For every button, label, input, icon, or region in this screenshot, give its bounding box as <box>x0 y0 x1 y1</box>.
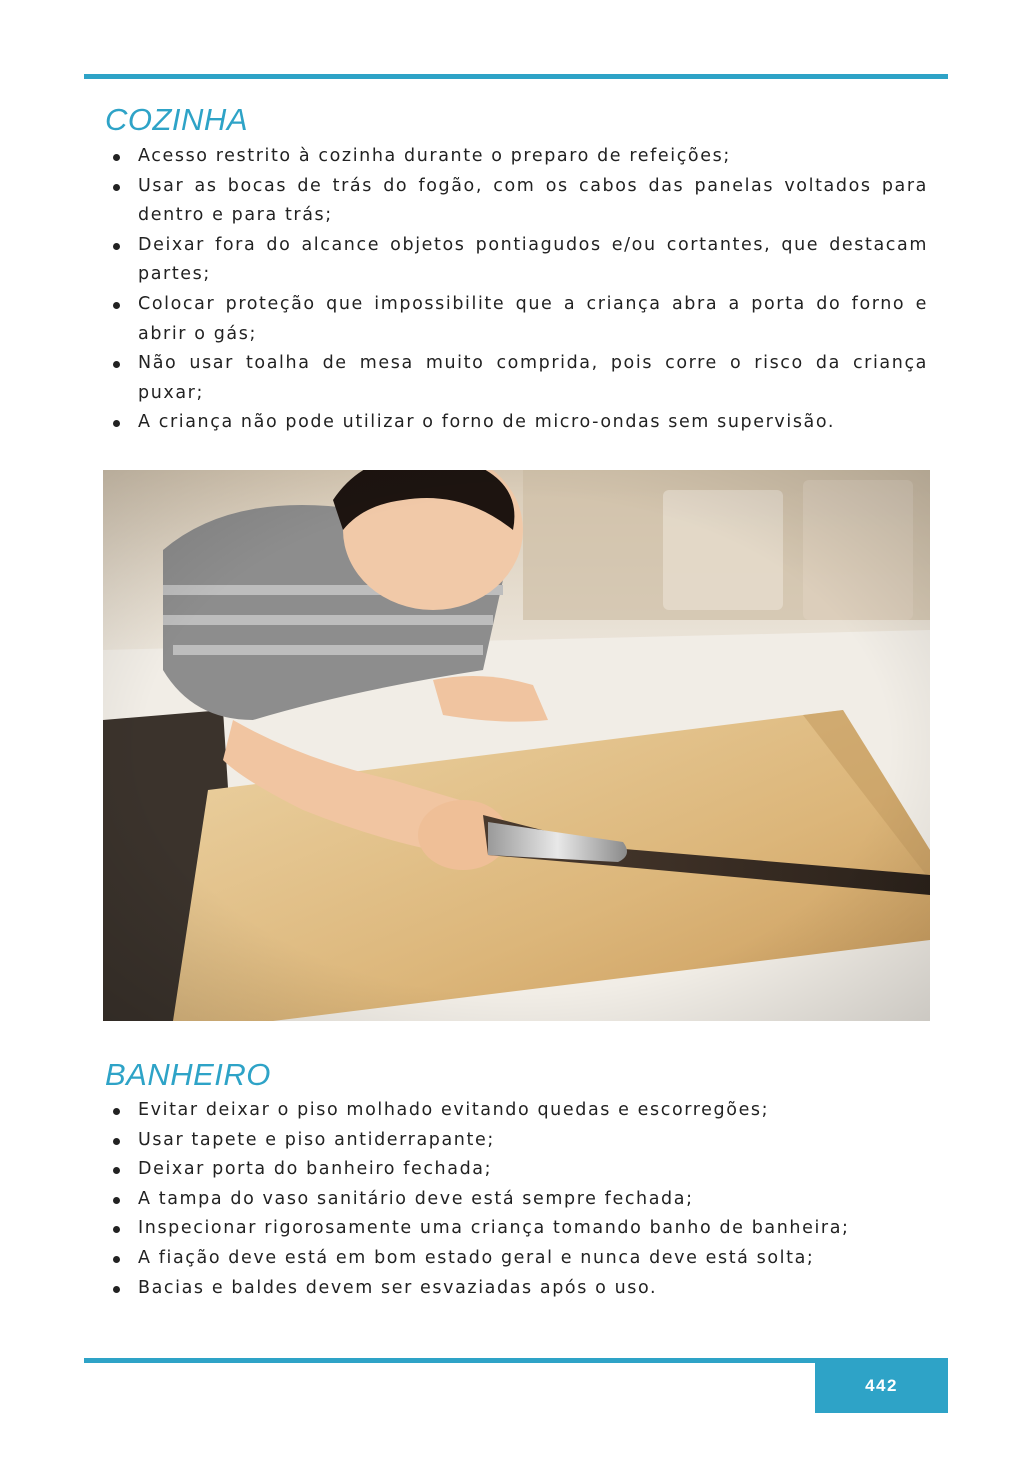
list-item: Não usar toalha de mesa muito comprida, pois corre o risco da criança puxar; <box>110 349 928 408</box>
list-item: Colocar proteção que impossibilite que a criança abra a porta do forno e abrir o gás; <box>110 290 928 349</box>
list-item: Bacias e baldes devem ser esvaziadas após o uso. <box>110 1274 928 1304</box>
list-item: A fiação deve está em bom estado geral e nunca deve está solta; <box>110 1244 928 1274</box>
banheiro-list <box>110 1096 928 1303</box>
page-number: 442 <box>815 1358 948 1413</box>
cozinha-list <box>110 142 928 438</box>
section-title-cozinha: COZINHA <box>105 102 248 137</box>
list-item: Deixar fora do alcance objetos pontiagudos e/ou cortantes, que destacam partes; <box>110 231 928 290</box>
list-item: A criança não pode utilizar o forno de micro-ondas sem supervisão. <box>110 408 928 438</box>
kitchen-photo <box>103 470 930 1021</box>
list-item: Acesso restrito à cozinha durante o preparo de refeições; <box>110 142 928 172</box>
list-item: Usar tapete e piso antiderrapante; <box>110 1126 928 1156</box>
list-item: Usar as bocas de trás do fogão, com os cabos das panelas voltados para dentro e para trás; <box>110 172 928 231</box>
list-item: Deixar porta do banheiro fechada; <box>110 1155 928 1185</box>
list-item: A tampa do vaso sanitário deve está sempre fechada; <box>110 1185 928 1215</box>
list-item: Inspecionar rigorosamente uma criança tomando banho de banheira; <box>110 1214 928 1244</box>
section-title-banheiro: BANHEIRO <box>105 1057 271 1092</box>
list-item: Evitar deixar o piso molhado evitando quedas e escorregões; <box>110 1096 928 1126</box>
top-divider <box>84 74 948 79</box>
